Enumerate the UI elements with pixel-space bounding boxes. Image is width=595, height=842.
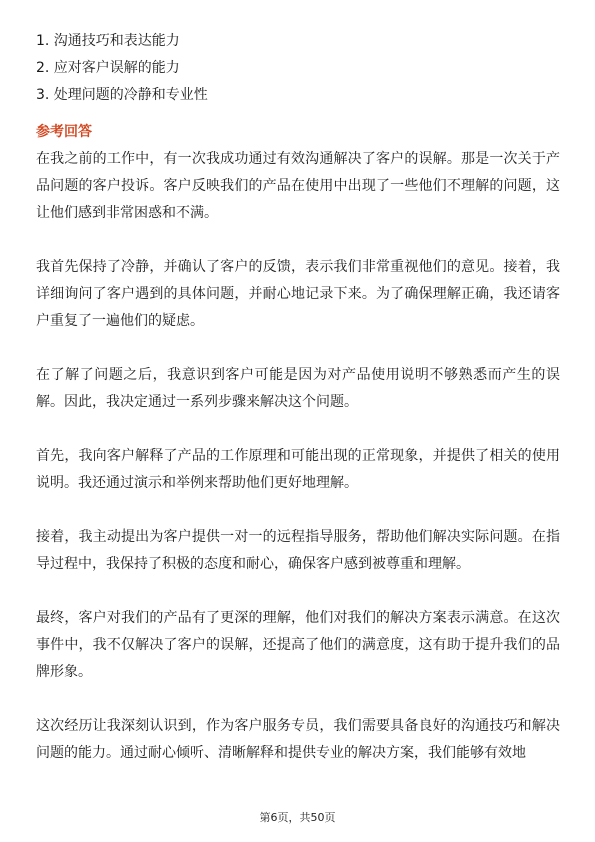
answer-paragraph: 首先，我向客户解释了产品的工作原理和可能出现的正常现象，并提供了相关的使用说明。我还通过演示和举例来帮助他们更好地理解。 bbox=[36, 448, 560, 491]
question-points-list bbox=[36, 31, 556, 112]
answer-body bbox=[36, 146, 560, 794]
answer-paragraph: 我首先保持了冷静，并确认了客户的反馈，表示我们非常重视他们的意见。接着，我详细询问了客户遇到的具体问题，并耐心地记录下来。为了确保理解正确，我还请客户重复了一遍他们的疑虑。 bbox=[36, 259, 560, 329]
answer-paragraph: 这次经历让我深刻认识到，作为客户服务专员，我们需要具备良好的沟通技巧和解决问题的能力。通过耐心倾听、清晰解释和提供专业的解决方案，我们能够有效地 bbox=[36, 718, 560, 761]
list-item: 3. 处理问题的冷静和专业性 bbox=[36, 87, 208, 103]
list-item: 2. 应对客户误解的能力 bbox=[36, 60, 180, 76]
page-number: 第6页，共50页 bbox=[259, 811, 336, 824]
answer-paragraph: 在了解了问题之后，我意识到客户可能是因为对产品使用说明不够熟悉而产生的误解。因此，我决定通过一系列步骤来解决这个问题。 bbox=[36, 367, 560, 410]
answer-paragraph: 最终，客户对我们的产品有了更深的理解，他们对我们的解决方案表示满意。在这次事件中，我不仅解决了客户的误解，还提高了他们的满意度，这有助于提升我们的品牌形象。 bbox=[36, 610, 560, 680]
answer-paragraph: 在我之前的工作中，有一次我成功通过有效沟通解决了客户的误解。那是一次关于产品问题的客户投诉。客户反映我们的产品在使用中出现了一些他们不理解的问题，这让他们感到非常困惑和不满。 bbox=[36, 151, 560, 221]
answer-paragraph: 接着，我主动提出为客户提供一对一的远程指导服务，帮助他们解决实际问题。在指导过程中，我保持了积极的态度和耐心，确保客户感到被尊重和理解。 bbox=[36, 529, 560, 572]
list-item: 1. 沟通技巧和表达能力 bbox=[36, 33, 180, 49]
answer-heading: 参考回答 bbox=[36, 124, 92, 140]
